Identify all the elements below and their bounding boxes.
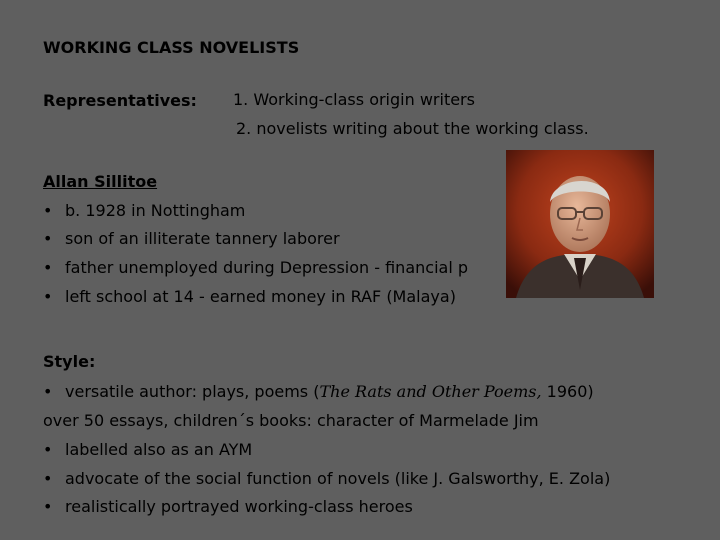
style-heading: Style: (43, 352, 96, 371)
bullet-marker: • (43, 440, 53, 459)
style-bullet-text: realistically portrayed working-class heroes (65, 497, 413, 516)
author-bullet (43, 229, 340, 248)
style-bullet-text: labelled also as an AYM (65, 440, 253, 459)
author-bullet (43, 287, 456, 306)
author-bullet (43, 201, 245, 220)
style-line-continued: over 50 essays, children´s books: character of Marmelade Jim (43, 411, 539, 430)
author-bullet-text: father unemployed during Depression - financial p (65, 258, 468, 277)
bullet-marker: • (43, 469, 53, 488)
author-bullet-text: b. 1928 in Nottingham (65, 201, 246, 220)
bullet-marker: • (43, 382, 53, 401)
slide-title: WORKING CLASS NOVELISTS (43, 38, 300, 57)
bullet-marker: • (43, 287, 53, 306)
style-line-year: 1960) (541, 382, 594, 401)
bullet-marker: • (43, 497, 53, 516)
author-bullet-text: left school at 14 - earned money in RAF (Malaya) (65, 287, 456, 306)
bullet-marker: • (43, 201, 53, 220)
representatives-label: Representatives: (43, 91, 197, 110)
bullet-marker: • (43, 229, 53, 248)
style-bullet-text: advocate of the social function of novels (like J. Galsworthy, E. Zola) (65, 469, 611, 488)
author-name: Allan Sillitoe (43, 172, 158, 191)
poems-title: The Rats and Other Poems, (319, 382, 542, 401)
style-line-text: versatile author: plays, poems ( (65, 382, 320, 401)
author-bullet-text: son of an illiterate tannery laborer (65, 229, 340, 248)
representatives-item-1: 1. Working-class origin writers (233, 90, 475, 109)
style-bullet (43, 440, 252, 459)
representatives-item-2: 2. novelists writing about the working class. (236, 119, 589, 138)
style-bullet (43, 469, 610, 488)
bullet-marker: • (43, 258, 53, 277)
style-line (43, 382, 594, 401)
author-bullet (43, 258, 468, 277)
style-bullet (43, 497, 413, 516)
author-portrait (506, 150, 654, 298)
